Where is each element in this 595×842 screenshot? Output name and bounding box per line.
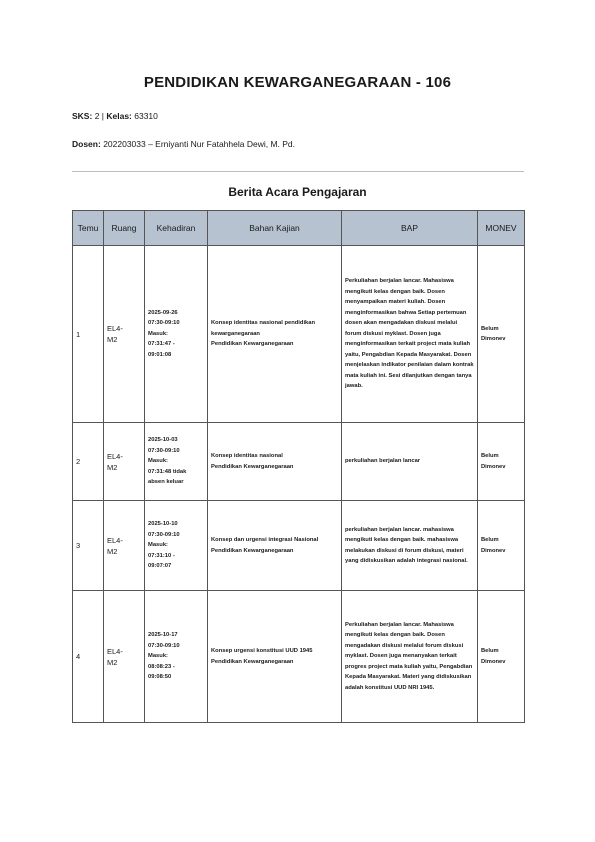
cell-bap: perkuliahan berjalan lancar. mahasiswa mengikuti kelas dengan baik. mahasiswa melakukan diskusi di forum diskusi, materi yang didiskusikan adalah integrasi nasional. [342, 501, 478, 591]
divider [72, 171, 524, 172]
cell-ruang: EL4- M2 [104, 423, 145, 501]
cell-kehadiran: 2025-10-10 07:30-09:10 Masuk: 07:31:10 - 09:07:07 [145, 501, 208, 591]
cell-bap: Perkuliahan berjalan lancar. Mahasiswa mengikuti kelas dengan baik. Dosen menyampaikan materi kuliah. Dosen menginformasikan bahwa Setiap pertemuan dosen akan mengadakan diskusi melalui forum diskusi myklast. Dosen juga menginformasikan terkait project mata kuliah yaitu, Pengabdian Kepada Masyarakat. Dosen menjelaskan indikator penilaian dalam kontrak mata kuliah ini. Sesi dilanjutkan dengan tanya jawab. [342, 246, 478, 423]
cell-kehadiran: 2025-09-26 07:30-09:10 Masuk: 07:31:47 - 09:01:08 [145, 246, 208, 423]
header-bahan-kajian: Bahan Kajian [208, 211, 342, 246]
dosen-value: 202203033 – Erniyanti Nur Fatahhela Dewi, M. Pd. [103, 139, 296, 149]
section-title: Berita Acara Pengajaran [228, 185, 367, 199]
cell-temu: 4 [73, 591, 104, 723]
cell-ruang: EL4- M2 [104, 246, 145, 423]
header-kehadiran: Kehadiran [145, 211, 208, 246]
kelas-value: 63310 [134, 111, 158, 121]
cell-monev: Belum Dimonev [478, 246, 525, 423]
cell-temu: 3 [73, 501, 104, 591]
cell-bahan-kajian: Konsep dan urgensi integrasi Nasional Pendidikan Kewarganegaraan [208, 501, 342, 591]
table-row [73, 423, 525, 501]
cell-bap: Perkuliahan berjalan lancar. Mahasiswa mengikuti kelas dengan baik. Dosen mengadakan diskusi melalui forum diskusi myklast. Dosen juga menanyakan terkait progres project mata kuliah yaitu, Pengabdian Kepada Masyarakat. Materi yang didiskusikan adalah konstitusi UUD NRI 1945. [342, 591, 478, 723]
sks-value: 2 [94, 111, 100, 121]
table-row [73, 501, 525, 591]
cell-monev: Belum Dimonev [478, 591, 525, 723]
sks-label: SKS: [72, 111, 93, 121]
cell-ruang: EL4- M2 [104, 591, 145, 723]
header-bap: BAP [342, 211, 478, 246]
header-temu: Temu [73, 211, 104, 246]
cell-monev: Belum Dimonev [478, 501, 525, 591]
table-header-row [73, 211, 525, 246]
cell-kehadiran: 2025-10-03 07:30-09:10 Masuk: 07:31:48 tidak absen keluar [145, 423, 208, 501]
table-row [73, 591, 525, 723]
dosen-line [72, 139, 295, 149]
cell-ruang: EL4- M2 [104, 501, 145, 591]
cell-kehadiran: 2025-10-17 07:30-09:10 Masuk: 08:08:23 - 09:08:50 [145, 591, 208, 723]
kelas-label: Kelas: [106, 111, 132, 121]
table-row [73, 246, 525, 423]
course-title: PENDIDIKAN KEWARGANEGARAAN - 106 [143, 74, 452, 91]
header-monev: MONEV [478, 211, 525, 246]
cell-bahan-kajian: Konsep urgensi konstitusi UUD 1945 Pendidikan Kewarganegaraan [208, 591, 342, 723]
sks-kelas-line: SKS: 2 | Kelas: 63310 [72, 111, 158, 121]
cell-bap: perkuliahan berjalan lancar [342, 423, 478, 501]
cell-temu: 1 [73, 246, 104, 423]
header-ruang: Ruang [104, 211, 145, 246]
cell-monev: Belum Dimonev [478, 423, 525, 501]
cell-temu: 2 [73, 423, 104, 501]
bap-table [72, 210, 525, 723]
cell-bahan-kajian: Konsep identitas nasional pendidikan kewarganegaraan Pendidikan Kewarganegaraan [208, 246, 342, 423]
cell-bahan-kajian: Konsep identitas nasional Pendidikan Kewarganegaraan [208, 423, 342, 501]
dosen-label: Dosen: [72, 139, 101, 149]
